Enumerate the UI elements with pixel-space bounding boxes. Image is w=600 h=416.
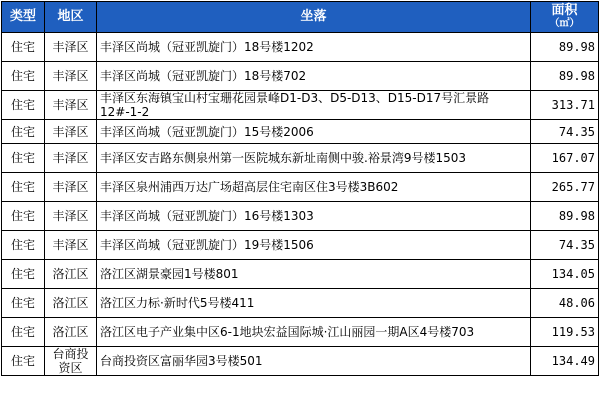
table-row (2, 318, 599, 347)
cell-address: 丰泽区尚城（冠亚凯旋门）15号楼2006 (97, 120, 531, 144)
cell-address: 台商投资区富丽华园3号楼501 (97, 347, 531, 376)
table-row (2, 62, 599, 91)
cell-area: 89.98 (531, 62, 599, 91)
cell-address: 丰泽区尚城（冠亚凯旋门）16号楼1303 (97, 202, 531, 231)
cell-type: 住宅 (2, 62, 45, 91)
header-address: 坐落 (97, 2, 531, 33)
cell-area: 119.53 (531, 318, 599, 347)
cell-type: 住宅 (2, 144, 45, 173)
header-area-label: 面积 (551, 3, 578, 18)
table-row (2, 231, 599, 260)
table-row (2, 91, 599, 120)
cell-type: 住宅 (2, 231, 45, 260)
cell-address: 丰泽区尚城（冠亚凯旋门）18号楼1202 (97, 33, 531, 62)
table-row (2, 260, 599, 289)
cell-address: 丰泽区尚城（冠亚凯旋门）18号楼702 (97, 62, 531, 91)
cell-type: 住宅 (2, 33, 45, 62)
cell-address: 洛江区电子产业集中区6-1地块宏益国际城·江山丽园一期A区4号楼703 (97, 318, 531, 347)
cell-area: 265.77 (531, 173, 599, 202)
cell-district: 洛江区 (45, 289, 97, 318)
cell-address: 洛江区力标·新时代5号楼411 (97, 289, 531, 318)
header-area-unit: （㎡） (549, 18, 580, 29)
cell-district: 丰泽区 (45, 33, 97, 62)
table-row (2, 347, 599, 376)
cell-district: 丰泽区 (45, 62, 97, 91)
cell-area: 134.05 (531, 260, 599, 289)
cell-type: 住宅 (2, 91, 45, 120)
cell-district: 丰泽区 (45, 91, 97, 120)
header-area (531, 2, 599, 33)
cell-district: 丰泽区 (45, 144, 97, 173)
cell-address: 丰泽区安吉路东侧泉州第一医院城东新址南侧中骏.裕景湾9号楼1503 (97, 144, 531, 173)
cell-district: 丰泽区 (45, 173, 97, 202)
cell-type: 住宅 (2, 120, 45, 144)
cell-area: 313.71 (531, 91, 599, 120)
table-row (2, 289, 599, 318)
cell-area: 134.49 (531, 347, 599, 376)
cell-address: 丰泽区泉州浦西万达广场超高层住宅南区住3号楼3B602 (97, 173, 531, 202)
cell-area: 74.35 (531, 120, 599, 144)
cell-district: 丰泽区 (45, 120, 97, 144)
cell-type: 住宅 (2, 318, 45, 347)
cell-district: 洛江区 (45, 318, 97, 347)
property-table (1, 1, 599, 376)
cell-district: 丰泽区 (45, 231, 97, 260)
table-header-row (2, 2, 599, 33)
cell-type: 住宅 (2, 347, 45, 376)
header-type: 类型 (2, 2, 45, 33)
cell-type: 住宅 (2, 202, 45, 231)
cell-district: 洛江区 (45, 260, 97, 289)
cell-address: 丰泽区东海镇宝山村宝珊花园景峰D1-D3、D5-D13、D15-D17号汇景路12#-1-2 (97, 91, 531, 120)
cell-address: 洛江区湖景豪园1号楼801 (97, 260, 531, 289)
table-row (2, 202, 599, 231)
table-row (2, 144, 599, 173)
cell-area: 167.07 (531, 144, 599, 173)
cell-district: 丰泽区 (45, 202, 97, 231)
table-row (2, 173, 599, 202)
cell-type: 住宅 (2, 289, 45, 318)
table-row (2, 33, 599, 62)
cell-address: 丰泽区尚城（冠亚凯旋门）19号楼1506 (97, 231, 531, 260)
cell-district: 台商投资区 (45, 347, 97, 376)
header-district: 地区 (45, 2, 97, 33)
cell-area: 48.06 (531, 289, 599, 318)
cell-type: 住宅 (2, 260, 45, 289)
table-row (2, 120, 599, 144)
cell-area: 89.98 (531, 202, 599, 231)
cell-area: 89.98 (531, 33, 599, 62)
cell-area: 74.35 (531, 231, 599, 260)
cell-type: 住宅 (2, 173, 45, 202)
